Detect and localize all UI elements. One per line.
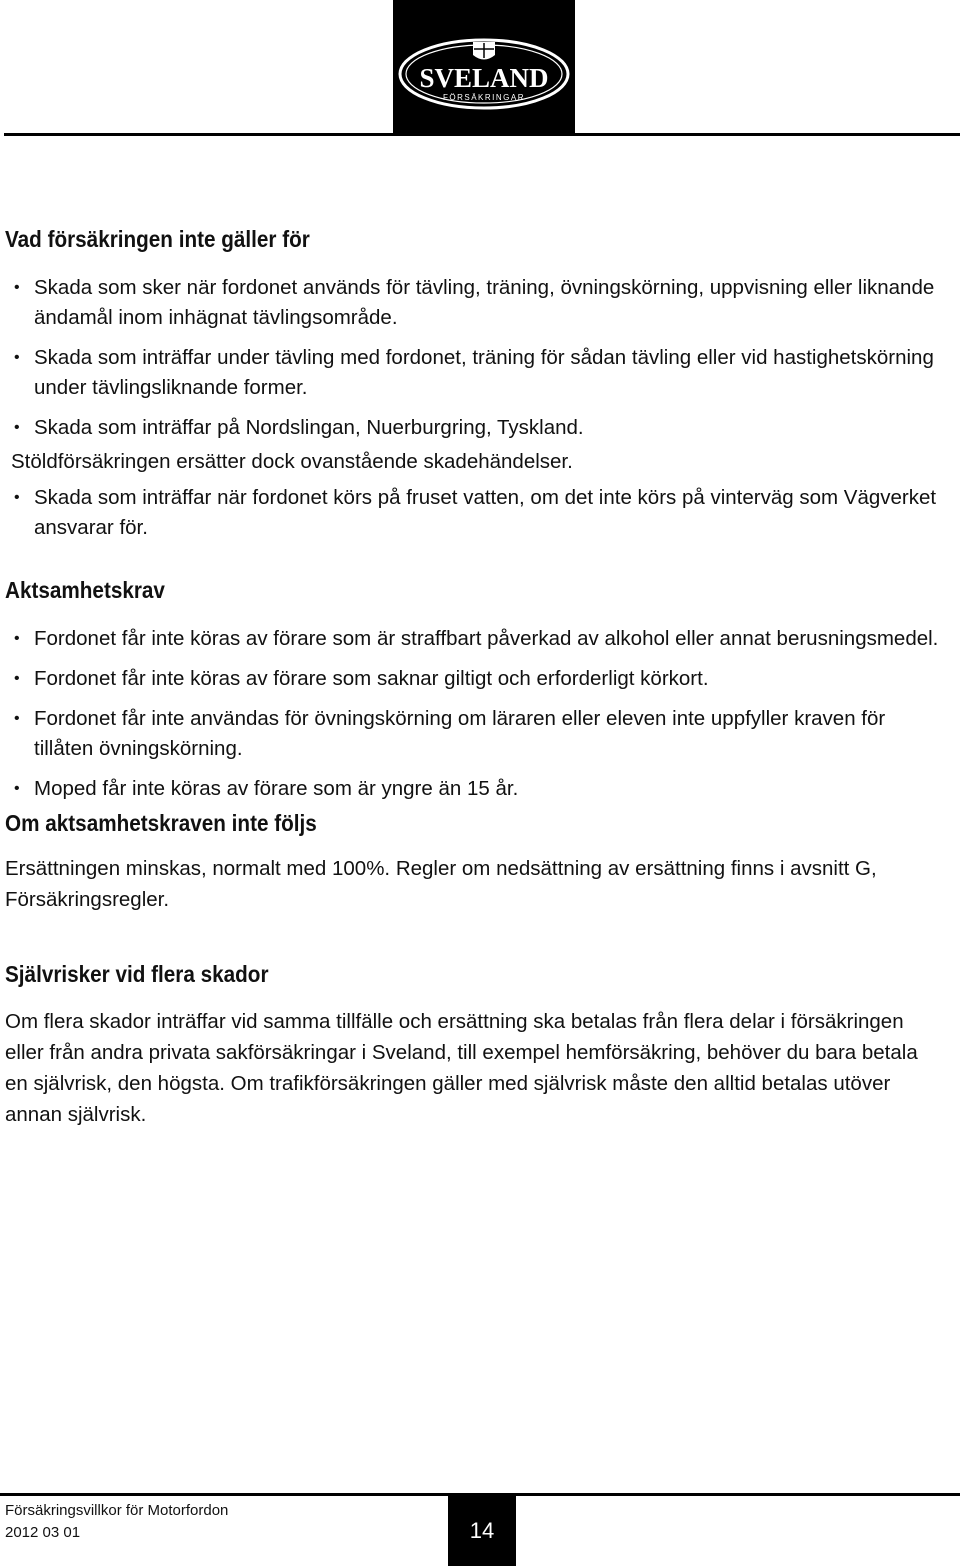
list-item: • Skada som inträffar när fordonet körs på fruset vatten, om det inte körs på vinterväg som Vägverket ansvarar för. <box>5 483 940 543</box>
footer-doc-title: Försäkringsvillkor för Motorfordon <box>5 1502 229 1519</box>
section-title-care-requirements: Aktsamhetskrav <box>5 577 165 603</box>
document-body <box>5 226 940 1130</box>
logo-text: SVELAND <box>419 63 549 93</box>
deductibles-body: Om flera skador inträffar vid samma tillfälle och ersättning ska betalas från flera delar i försäkringen eller från andra privata sakförsäkringar i Sveland, till exempel hemförsäkring, behöver du bara betala en självrisk, den högsta. Om trafikförsäkringen gäller med självrisk måste den alltid betalas utöver annan självrisk. <box>5 1010 918 1126</box>
section-title-deductibles: Självrisker vid flera skador <box>5 961 269 987</box>
list-item: • Fordonet får inte köras av förare som är straffbart påverkad av alkohol eller annat berusningsmedel. <box>5 624 940 654</box>
noncompliance-body: Ersättningen minskas, normalt med 100%. Regler om nedsättning av ersättning finns i avsnitt G, Försäkringsregler. <box>5 857 877 911</box>
list-item: • Fordonet får inte användas för övningskörning om läraren eller eleven inte uppfyller kraven för tillåten övningskörning. <box>5 704 940 764</box>
footer-date: 2012 03 01 <box>5 1524 81 1541</box>
crest-icon <box>473 42 495 60</box>
logo <box>393 0 575 136</box>
logo-subtext: FÖRSÄKRINGAR <box>442 93 526 102</box>
list-item: • Skada som inträffar under tävling med fordonet, träning för sådan tävling eller vid hastighetskörning under tävlingsliknande former. <box>5 343 940 403</box>
section-title-exclusions: Vad försäkringen inte gäller för <box>5 226 310 252</box>
sveland-logo <box>393 0 575 136</box>
exclusions-list-continued <box>5 483 940 543</box>
theft-note: Stöldförsäkringen ersätter dock ovanstående skadehändelser. <box>11 450 573 473</box>
list-item: • Skada som inträffar på Nordslingan, Nuerburgring, Tyskland. <box>5 413 940 443</box>
care-requirements-list <box>5 624 940 804</box>
list-item: • Moped får inte köras av förare som är yngre än 15 år. <box>5 774 940 804</box>
exclusions-list <box>5 273 940 443</box>
page-number: 14 <box>448 1496 516 1566</box>
section-title-noncompliance: Om aktsamhetskraven inte följs <box>5 810 317 836</box>
list-item: • Skada som sker när fordonet används för tävling, träning, övningskörning, uppvisning eller liknande ändamål inom inhägnat tävlingsområde. <box>5 273 940 333</box>
list-item: • Fordonet får inte köras av förare som saknar giltigt och erforderligt körkort. <box>5 664 940 694</box>
